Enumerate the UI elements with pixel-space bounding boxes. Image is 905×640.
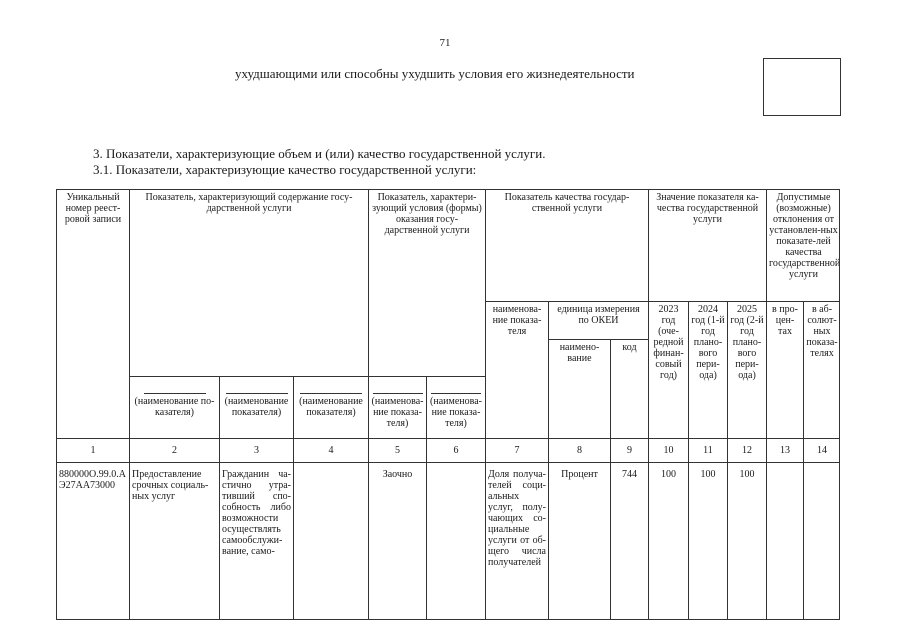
cell-value-2023: 100 [648, 462, 688, 619]
header-value-indicator: Значение показателя ка-чества государственной услуги [648, 189, 766, 301]
col-number-1: 1 [56, 438, 129, 462]
cell-indicator-name: Доля получа-телей соци-альных услуг, полу-чающих со-циальные услуги от об-щего числа получателей [485, 462, 548, 619]
header-indicator-name: наименова-ние показа-теля [485, 301, 548, 438]
cell-unit-name: Процент [548, 462, 610, 619]
header-okei-unit: единица измерения по ОКЕИ [548, 301, 648, 339]
header-year-2023: 2023 год (оче-редной финан-совый год) [648, 301, 688, 438]
col-number-10: 10 [648, 438, 688, 462]
cell-deviation-absolute [803, 462, 840, 619]
header-absolute: в аб-солют-ных показа-телях [803, 301, 840, 438]
cell-registry-number: 880000О.99.0.АЭ27АА73000 [56, 462, 129, 619]
subheader-name-4: (наименова-ние показа-теля) [368, 376, 426, 438]
cell-service-name: Предоставление срочных социаль-ных услуг [129, 462, 219, 619]
col-number-7: 7 [485, 438, 548, 462]
col-number-4: 4 [293, 438, 368, 462]
continuation-text: ухудшающими или способны ухудшить условия его жизнедеятельности [235, 66, 635, 81]
header-percent: в про-цен-тах [766, 301, 803, 438]
subheader-name-1: (наименование по-казателя) [129, 376, 219, 438]
cell-value-2024: 100 [688, 462, 727, 619]
cell-okei-code: 744 [610, 462, 648, 619]
header-year-2024: 2024 год (1-й год плано-вого пери-ода) [688, 301, 727, 438]
quality-indicators-table [56, 189, 840, 619]
col-number-12: 12 [727, 438, 766, 462]
col-number-6: 6 [426, 438, 485, 462]
subheader-name-5: (наименова-ние показа-теля) [426, 376, 485, 438]
subheader-name-2: (наименование показателя) [219, 376, 293, 438]
cell-empty-6 [426, 462, 485, 619]
col-number-8: 8 [548, 438, 610, 462]
header-content-indicator: Показатель, характеризующий содержание госу-дарственной услуги [129, 189, 368, 376]
cell-empty-4 [293, 462, 368, 619]
cell-value-2025: 100 [727, 462, 766, 619]
col-number-9: 9 [610, 438, 648, 462]
header-okei-name: наимено-вание [548, 339, 610, 438]
col-number-14: 14 [803, 438, 840, 462]
col-number-2: 2 [129, 438, 219, 462]
stamp-box [763, 58, 841, 116]
section-heading: 3. Показатели, характеризующие объем и (или) качество государственной услуги. [93, 146, 546, 161]
cell-recipient-category: Гражданин ча-стично утра-тивший спо-собность либо возможности осуществлять самообслужи-вание, само- [219, 462, 293, 619]
header-quality-indicator: Показатель качества государ-ственной услуги [485, 189, 648, 301]
header-conditions-indicator: Показатель, характери-зующий условия (формы) оказания госу-дарственной услуги [368, 189, 485, 376]
header-deviation: Допустимые (возможные) отклонения от установлен-ных показате-лей качества государственной услуги [766, 189, 840, 301]
col-number-13: 13 [766, 438, 803, 462]
header-year-2025: 2025 год (2-й год плано-вого пери-ода) [727, 301, 766, 438]
col-number-5: 5 [368, 438, 426, 462]
header-okei-code: код [610, 339, 648, 438]
cell-deviation-percent [766, 462, 803, 619]
section-subheading: 3.1. Показатели, характеризующие качество государственной услуги: [93, 162, 477, 177]
page-number: 71 [439, 37, 451, 49]
subheader-name-3: (наименование показателя) [293, 376, 368, 438]
col-number-11: 11 [688, 438, 727, 462]
header-unique-number: Уникальный номер реест-ровой записи [56, 189, 129, 438]
col-number-3: 3 [219, 438, 293, 462]
cell-service-form: Заочно [368, 462, 426, 619]
